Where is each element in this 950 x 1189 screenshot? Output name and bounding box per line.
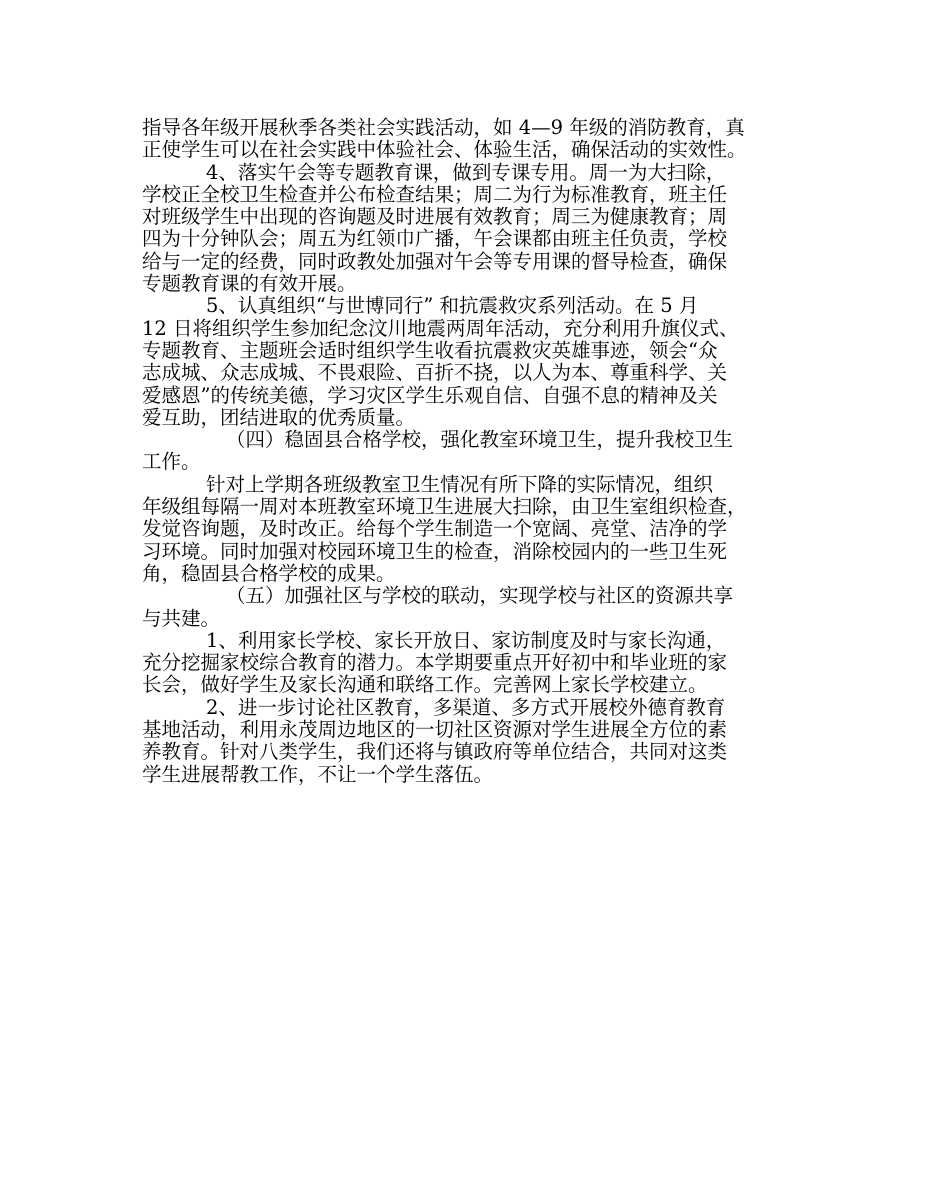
text-line: 4、落实午会等专题教育课，做到专课专用。周一为大扫除， <box>206 160 726 184</box>
text-line: 习环境。同时加强对校园环境卫生的检查，消除校园内的一些卫生死 <box>142 539 728 563</box>
text-line: 四为十分钟队会；周五为红领巾广播，午会课都由班主任负责，学校 <box>142 227 728 251</box>
document-page <box>142 117 812 786</box>
text-line: 1、利用家长学校、家长开放日、家访制度及时与家长沟通， <box>206 628 726 652</box>
text-line: 基地活动，利用永茂周边地区的一切社区资源对学生进展全方位的素 <box>142 718 728 742</box>
section-heading: 工作。 <box>142 450 201 474</box>
text-line: 对班级学生中出现的咨询题及时进展有效教育；周三为健康教育；周 <box>142 205 728 229</box>
section-heading: 与共建。 <box>142 606 221 630</box>
text-line: 专题教育课的有效开展。 <box>142 272 357 296</box>
text-line: 充分挖掘家校综合教育的潜力。本学期要重点开好初中和毕业班的家 <box>142 651 728 675</box>
text-line: 针对上学期各班级教室卫生情况有所下降的实际情况，组织 <box>206 472 714 496</box>
section-heading: （五）加强社区与学校的联动，实现学校与社区的资源共享 <box>226 584 734 608</box>
text-line: 爱互助，团结进取的优秀质量。 <box>142 405 416 429</box>
text-line: 5、认真组织“与世博同行” 和抗震救灾系列活动。在 5 月 <box>206 294 699 318</box>
text-line: 给与一定的经费，同时政教处加强对午会等专用课的督导检查，确保 <box>142 249 728 273</box>
section-heading: （四）稳固县合格学校，强化教室环境卫生，提升我校卫生 <box>226 428 734 452</box>
text-line: 正使学生可以在社会实践中体验社会、体验生活，确保活动的实效性。 <box>142 138 747 162</box>
text-line: 专题教育、主题班会适时组织学生收看抗震救灾英雄事迹，领会“众 <box>142 338 718 362</box>
text-line: 长会，做好学生及家长沟通和联络工作。完善网上家长学校建立。 <box>142 673 708 697</box>
text-line: 发觉咨询题，及时改正。给每个学生制造一个宽阔、亮堂、洁净的学 <box>142 517 728 541</box>
text-line: 爱感恩”的传统美德，学习灾区学生乐观自信、自强不息的精神及关 <box>142 383 718 407</box>
text-line: 12 日将组织学生参加纪念汶川地震两周年活动，充分利用升旗仪式、 <box>142 316 739 340</box>
text-line: 角，稳固县合格学校的成果。 <box>142 561 396 585</box>
text-line: 学校正全校卫生检查并公布检查结果；周二为行为标准教育，班主任 <box>142 182 728 206</box>
text-line: 2、进一步讨论社区教育，多渠道、多方式开展校外德育教育 <box>206 695 726 719</box>
text-line: 学生进展帮教工作，不让一个学生落伍。 <box>142 762 494 786</box>
text-line: 年级组每隔一周对本班教室环境卫生进展大扫除，由卫生室组织检查， <box>142 495 747 519</box>
text-line: 指导各年级开展秋季各类社会实践活动，如 4—9 年级的消防教育，真 <box>142 116 745 139</box>
text-line: 志成城、众志成城、不畏艰险、百折不挠，以人为本、尊重科学、关 <box>142 361 728 385</box>
text-line: 养教育。针对八类学生，我们还将与镇政府等单位结合，共同对这类 <box>142 740 728 764</box>
